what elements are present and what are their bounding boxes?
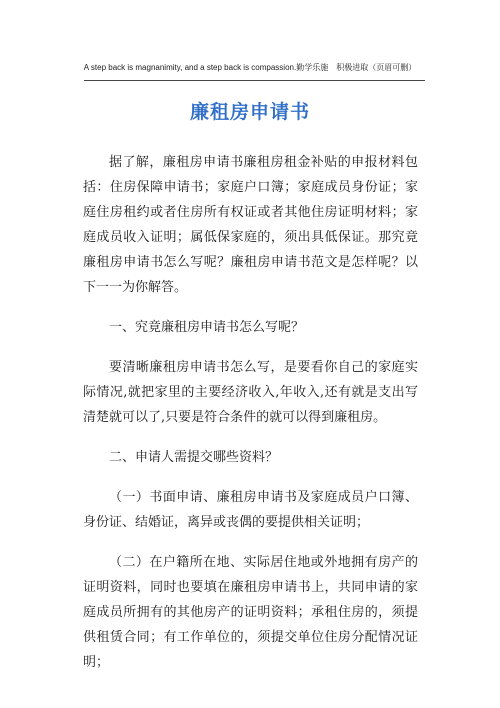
- section-1-paragraph: 要清晰廉租房申请书怎么写，是要看你自己的家庭实际情况,就把家里的主要经济收入,年收入,还有就是支出写清楚就可以了,只要是符合条件的就可以得到廉租房。: [83, 360, 418, 425]
- section-2-item-1: （一）书面申请、廉租房申请书及家庭成员户口簿、身份证、结婚证，离异或丧偶的要提供相关证明；: [83, 490, 418, 530]
- page-header: A step back is magnanimity, and a step back is compassion.勤学乐施 积极进取（页眉可删）: [83, 63, 417, 72]
- section-2-item-2: （二）在户籍所在地、实际居住地或外地拥有房产的证明资料，同时也要填在廉租房申请书上，共同申请的家庭成员所拥有的其他房产的证明资料；承租住房的，须提供租赁合同；有工作单位的，须提交单位住房分配情况证明；: [83, 555, 418, 670]
- document-title: 廉租房申请书: [189, 101, 310, 123]
- section-heading-1: 一、究竟廉租房申请书怎么写呢？: [109, 320, 305, 335]
- section-heading-2: 二、申请人需提交哪些资料？: [109, 450, 279, 465]
- document-body: [83, 150, 418, 690]
- intro-paragraph: 据了解，廉租房申请书廉租房租金补贴的申报材料包括：住房保障申请书；家庭户口簿；家庭成员身份证；家庭住房租约或者住房所有权证或者其他住房证明材料；家庭成员收入证明；属低保家庭的，须出具低保证。那究竟廉租房申请书怎么写呢？廉租房申请书范文是怎样呢？以下一一为你解答。: [83, 155, 418, 295]
- header-divider: [84, 80, 425, 81]
